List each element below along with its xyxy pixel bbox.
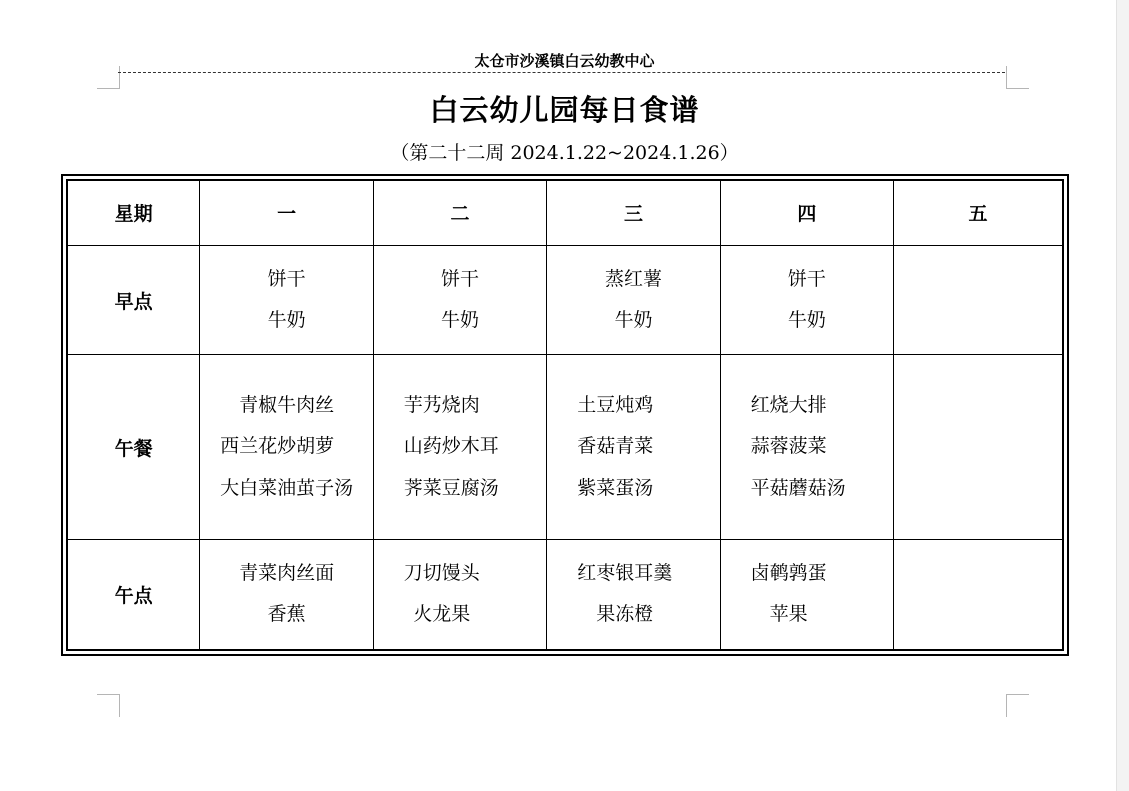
menu-cell-empty (894, 245, 1063, 355)
dish-item: 芋艿烧肉 (403, 393, 480, 416)
day-header: 三 (547, 180, 720, 245)
document-subtitle: （第二十二周 2024.1.22~2024.1.26） (390, 142, 739, 164)
table-row-breakfast (67, 245, 1063, 355)
table-row-afternoon-snack (67, 539, 1063, 650)
dish-item: 牛奶 (441, 309, 480, 332)
menu-cell (200, 355, 373, 539)
dish-item: 牛奶 (267, 309, 306, 332)
menu-cell (200, 245, 373, 355)
meal-label: 午餐 (67, 355, 200, 539)
dish-item: 西兰花炒胡萝 (220, 435, 335, 458)
menu-cell (373, 539, 546, 650)
table-row-lunch (67, 355, 1063, 539)
menu-cell (720, 539, 893, 650)
menu-cell (720, 245, 893, 355)
dish-item: 饼干 (787, 267, 826, 290)
dish-item: 香蕉 (267, 603, 306, 626)
dish-item: 青菜肉丝面 (239, 561, 335, 584)
dish-item: 卤鹌鹑蛋 (750, 561, 827, 584)
dish-item: 红烧大排 (750, 393, 827, 416)
day-header: 四 (720, 180, 893, 245)
menu-cell (373, 355, 546, 539)
day-header: 一 (200, 180, 373, 245)
dish-item: 刀切馒头 (403, 561, 480, 584)
dish-item: 青椒牛肉丝 (239, 393, 335, 416)
menu-table-frame (61, 174, 1069, 656)
dish-item: 土豆炖鸡 (577, 393, 654, 416)
dish-item: 火龙果 (413, 603, 471, 626)
page-header-rule (118, 72, 1005, 73)
menu-cell (200, 539, 373, 650)
dish-item: 饼干 (441, 267, 480, 290)
meal-label: 午点 (67, 539, 200, 650)
menu-cell (547, 355, 720, 539)
weekday-corner-label: 星期 (67, 180, 200, 245)
dish-item: 红枣银耳羹 (577, 561, 673, 584)
meal-label: 早点 (67, 245, 200, 355)
page-margin-corner-bottom-right (1006, 694, 1029, 717)
page-header-organization: 太仓市沙溪镇白云幼教中心 (474, 52, 655, 70)
dish-item: 饼干 (267, 267, 306, 290)
dish-item: 苹果 (769, 603, 808, 626)
document-title: 白云幼儿园每日食谱 (429, 93, 700, 127)
menu-table (66, 179, 1064, 651)
day-header: 二 (373, 180, 546, 245)
dish-item: 紫菜蛋汤 (577, 476, 654, 499)
dish-item: 果冻橙 (596, 603, 654, 626)
dish-item: 牛奶 (614, 309, 653, 332)
page-margin-corner-bottom-left (97, 694, 120, 717)
table-header-row (67, 180, 1063, 245)
dish-item: 平菇蘑菇汤 (750, 476, 846, 499)
dish-item: 香菇青菜 (577, 435, 654, 458)
dish-item: 蒸红薯 (604, 267, 662, 290)
day-header: 五 (894, 180, 1063, 245)
menu-cell (547, 539, 720, 650)
menu-cell (547, 245, 720, 355)
dish-item: 大白菜油茧子汤 (220, 476, 354, 499)
dish-item: 蒜蓉菠菜 (750, 435, 827, 458)
menu-cell (720, 355, 893, 539)
menu-cell (373, 245, 546, 355)
dish-item: 山药炒木耳 (403, 435, 499, 458)
dish-item: 荠菜豆腐汤 (403, 476, 499, 499)
dish-item: 牛奶 (787, 309, 826, 332)
menu-cell-empty (894, 539, 1063, 650)
menu-cell-empty (894, 355, 1063, 539)
